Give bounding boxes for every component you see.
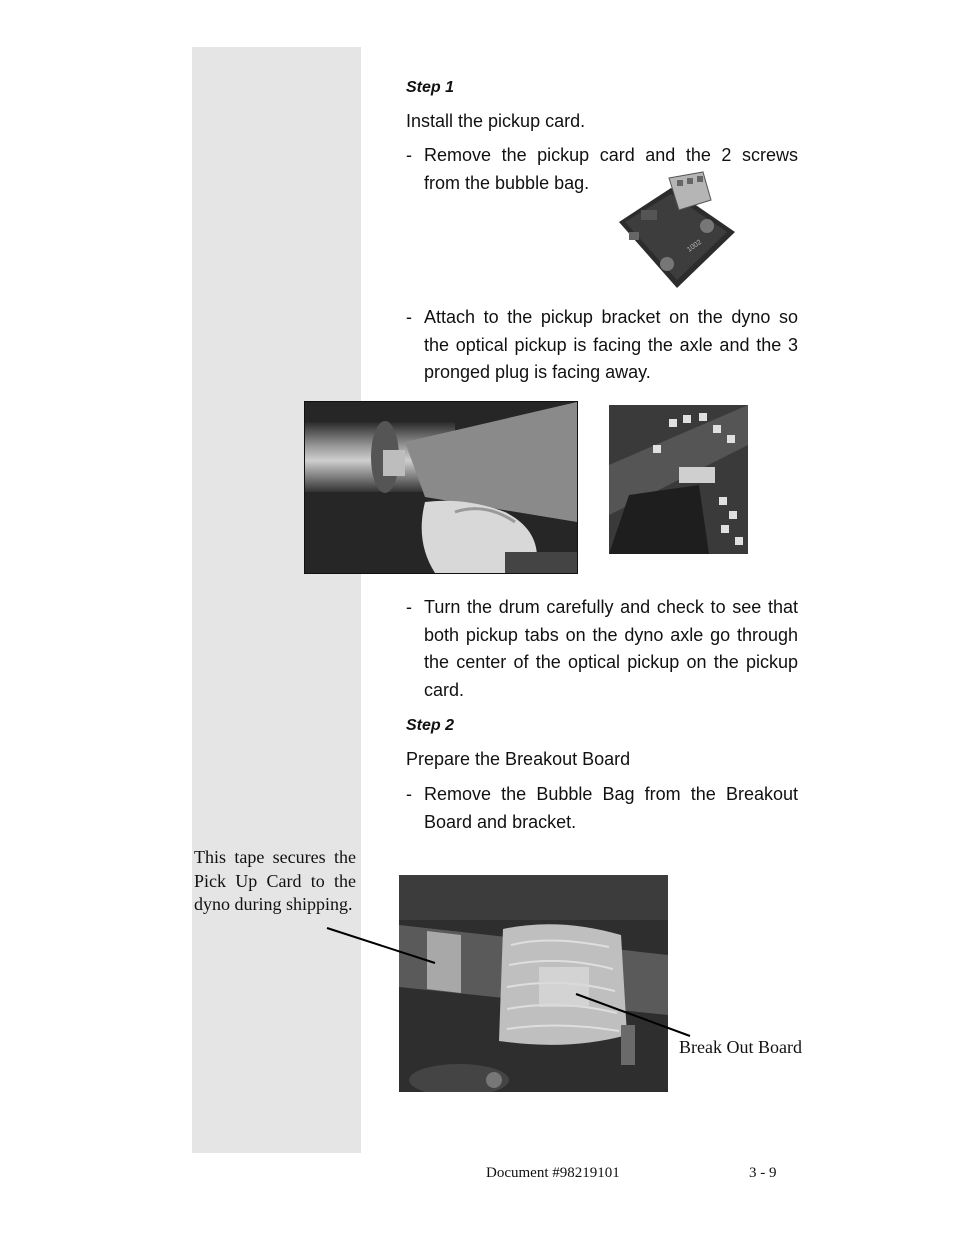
bullet-dash: - bbox=[406, 597, 412, 617]
bullet-text: Remove the pickup card and the 2 screws from the bubble bag. bbox=[424, 145, 798, 193]
bullet-text: Attach to the pickup bracket on the dyno so the optical pickup is facing the axle and the 3 pronged plug is facing away. bbox=[424, 307, 798, 382]
step-2-heading: Step 2 bbox=[406, 717, 455, 734]
step-2-intro: Prepare the Breakout Board bbox=[406, 749, 631, 769]
step-1-intro: Install the pickup card. bbox=[406, 111, 586, 131]
bullet-text: Turn the drum carefully and check to see that both pickup tabs on the dyno axle go through the center of the optical pickup on the pickup card. bbox=[424, 597, 798, 700]
tape-callout-text: This tape secures the Pick Up Card to the dyno during shipping. bbox=[194, 847, 356, 914]
bullet-dash: - bbox=[406, 307, 412, 327]
breakout-leader-line bbox=[576, 994, 690, 1036]
bullet-dash: - bbox=[406, 784, 412, 804]
bullet-text: Remove the Bubble Bag from the Breakout Board and bracket. bbox=[424, 784, 798, 832]
step-1-heading: Step 1 bbox=[406, 79, 455, 96]
footer-document-number: Document #98219101 bbox=[486, 1165, 620, 1181]
svg-text:1002: 1002 bbox=[686, 238, 703, 254]
breakout-board-label: Break Out Board bbox=[679, 1037, 802, 1057]
tape-leader-line bbox=[327, 928, 435, 963]
bullet-dash: - bbox=[406, 145, 412, 165]
footer-page-number: 3 - 9 bbox=[749, 1165, 777, 1181]
